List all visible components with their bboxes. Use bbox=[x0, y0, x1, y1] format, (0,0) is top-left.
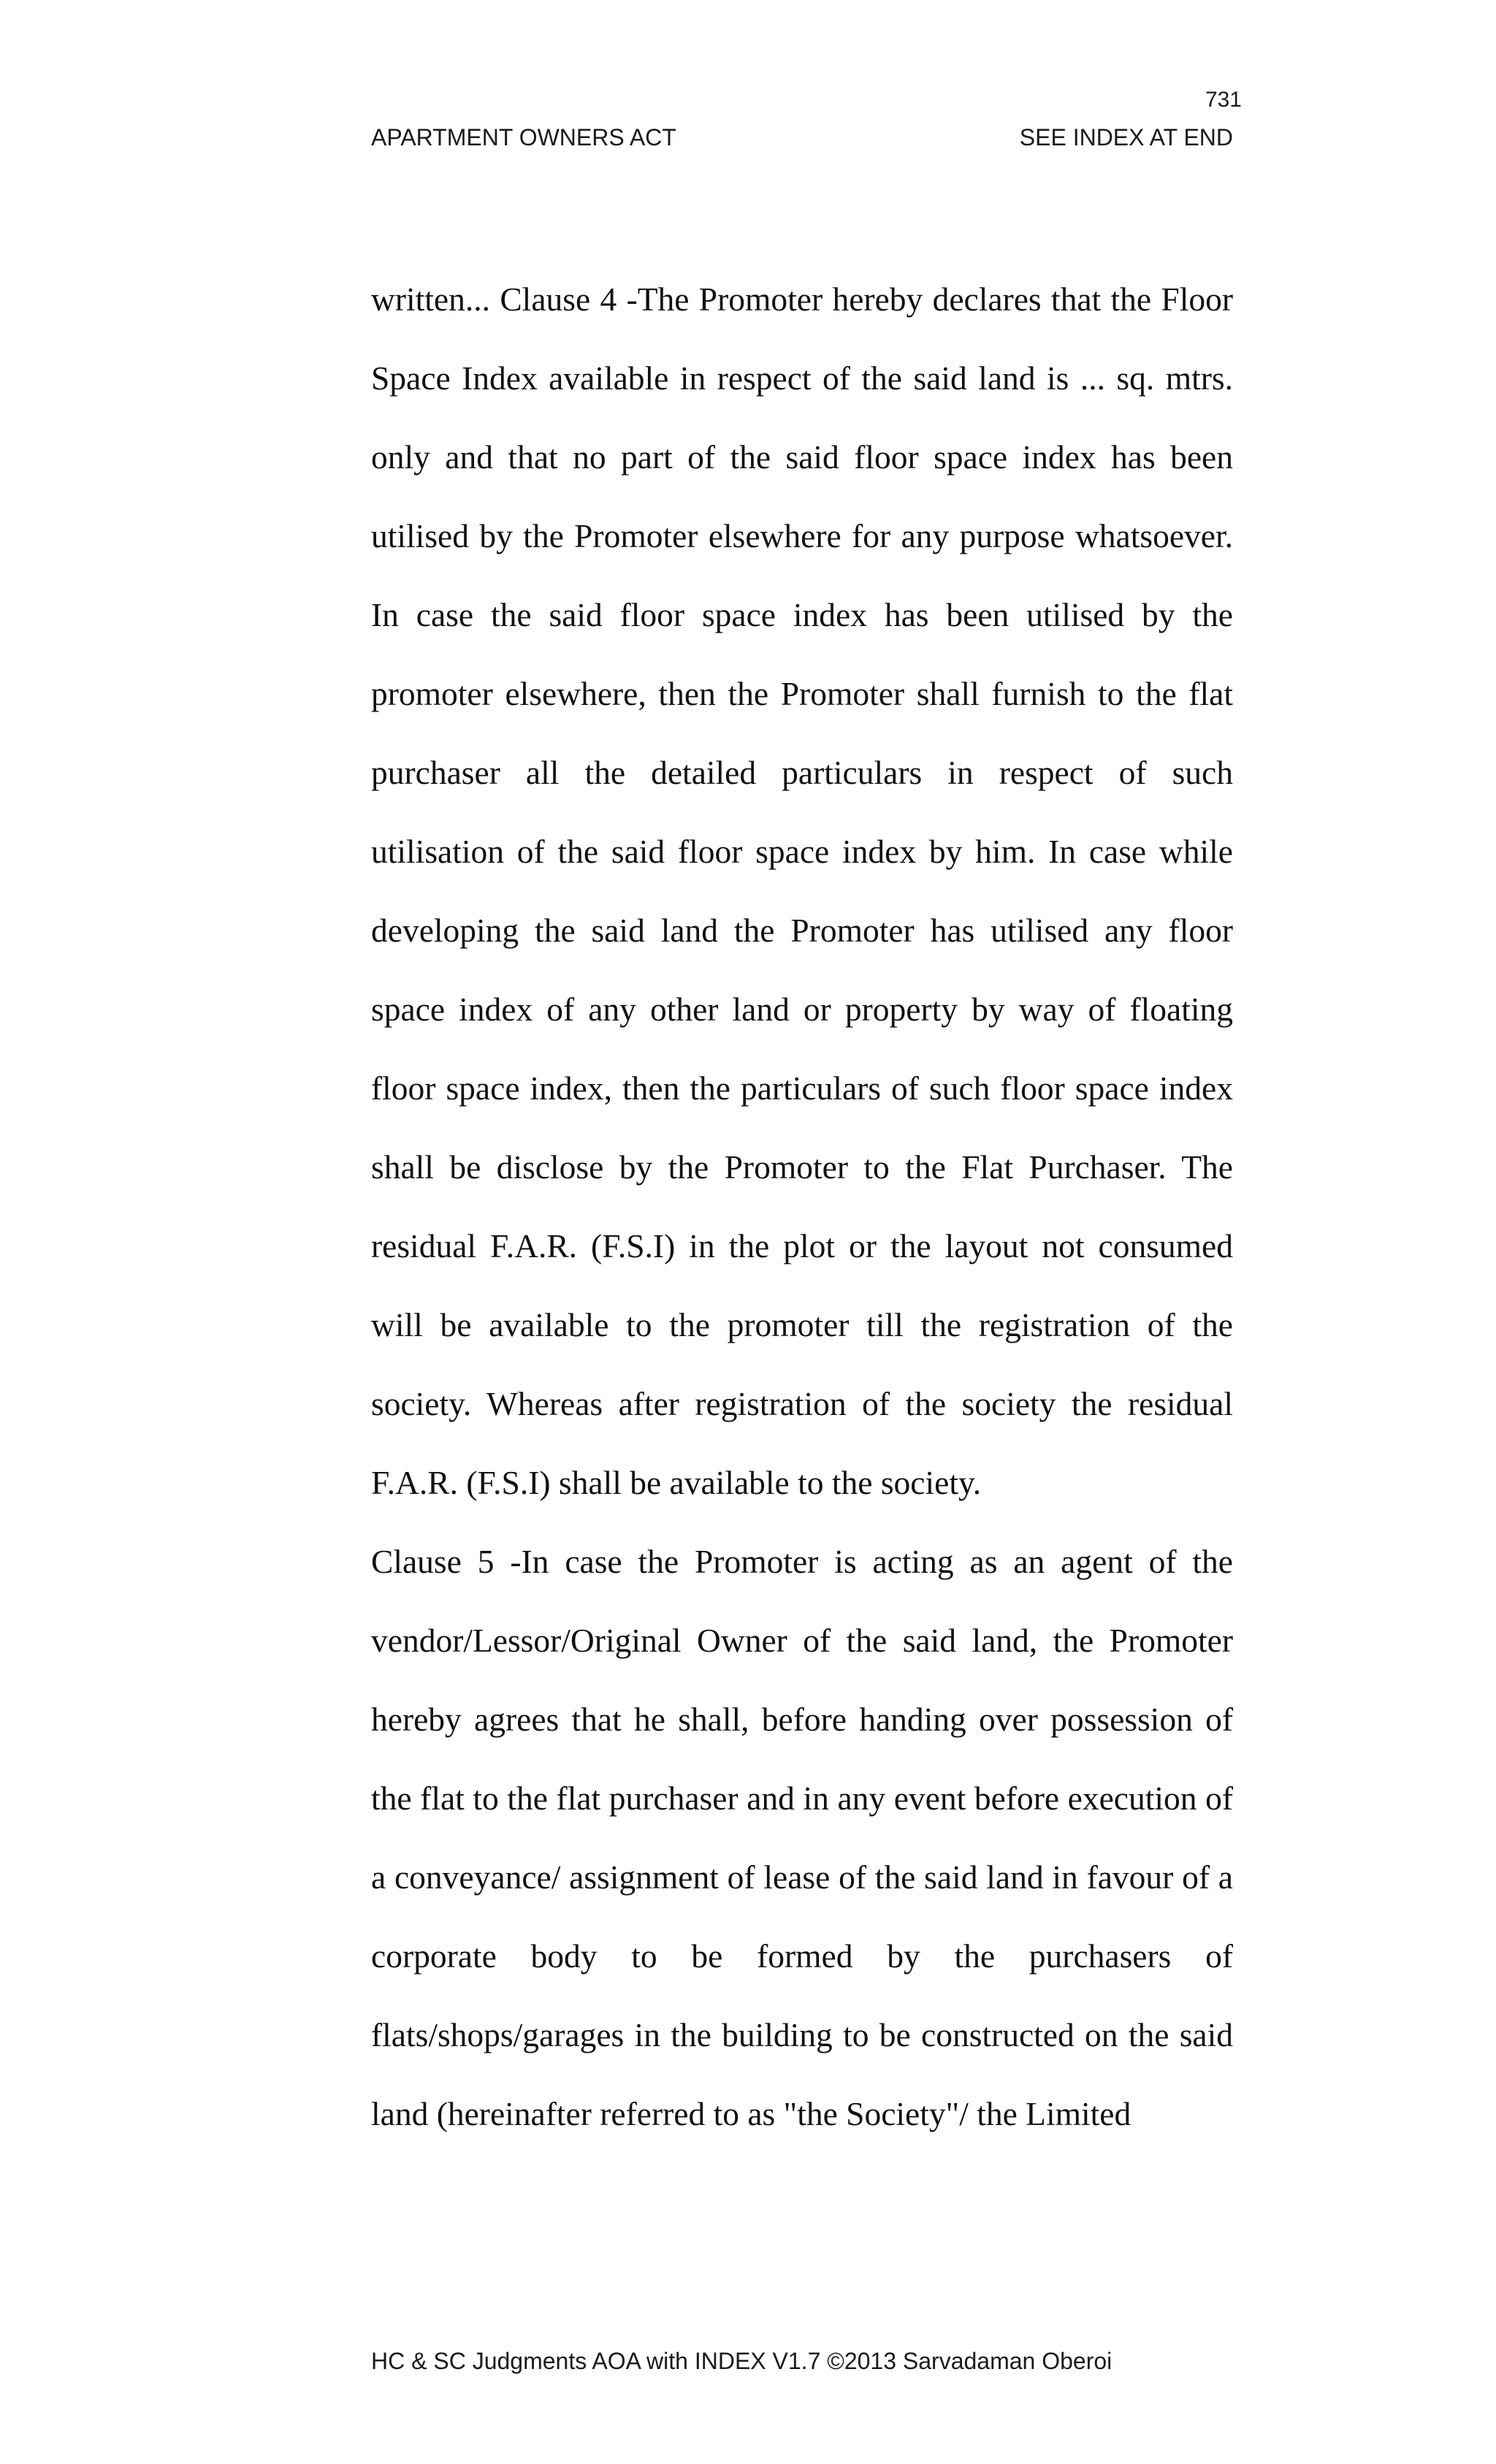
paragraph-clause-4: written... Clause 4 -The Promoter hereby declares that the Floor Space Index available in respect of the said land is ... sq. mtrs. only and that no part of the said floor space index has been utilised by the Promoter elsewhere for any purpose whatsoever. In case the said floor space index has been utilised by the promoter elsewhere, then the Promoter shall furnish to the flat purchaser all the detailed particulars in respect of such utilisation of the said floor space index by him. In case while developing the said land the Promoter has utilised any floor space index of any other land or property by way of floating floor space index, then the particulars of such floor space index shall be disclose by the Promoter to the Flat Purchaser. The residual F.A.R. (F.S.I) in the plot or the layout not consumed will be available to the promoter till the registration of the society. Whereas after registration of the society the residual F.A.R. (F.S.I) shall be available to the society. bbox=[371, 281, 1233, 1501]
header-act-title: APARTMENT OWNERS ACT bbox=[371, 124, 676, 150]
paragraph-clause-5: Clause 5 -In case the Promoter is acting as an agent of the vendor/Lessor/Original Owner of the said land, the Promoter hereby agrees that he shall, before handing over possession of the flat to the flat purchaser and in any event before execution of a conveyance/ assignment of lease of the said land in favour of a corporate body to be formed by the purchasers of flats/shops/garages in the building to be constructed on the said land (hereinafter referred to as "the Society"/ the Limited bbox=[371, 1543, 1233, 2132]
header-index-note: SEE INDEX AT END bbox=[1019, 124, 1233, 150]
running-header bbox=[371, 126, 1233, 149]
page-footer: HC & SC Judgments AOA with INDEX V1.7 ©2013 Sarvadaman Oberoi bbox=[371, 2348, 1113, 2374]
document-body bbox=[371, 260, 1233, 2154]
page-number: 731 bbox=[1205, 88, 1242, 112]
